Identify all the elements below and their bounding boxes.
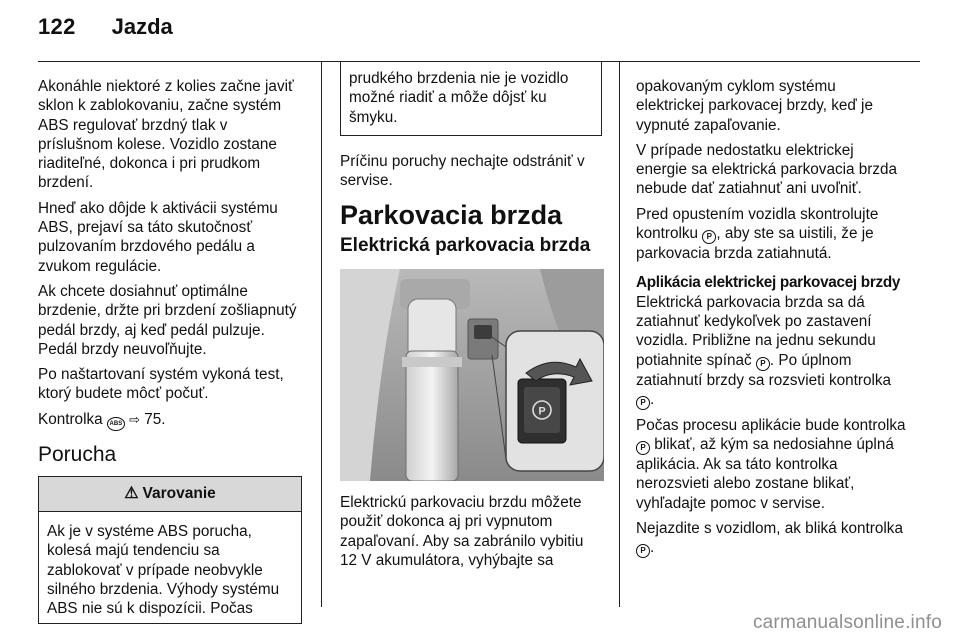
paragraph-text: Počas procesu aplikácie bude kontrolka [636, 416, 906, 434]
page-reference-arrow-icon: ⇨ [129, 411, 141, 427]
column-3 [636, 77, 906, 564]
parking-brake-switch-icon: P [756, 357, 770, 371]
paragraph [38, 410, 304, 431]
section-heading-parking-brake: Parkovacia brzda [340, 200, 563, 231]
paragraph-text: Pred opustením vozidla skontrolujte kontrolku [636, 205, 879, 243]
paragraph-text: Nejazdite s vozidlom, ak bliká kontrolka [636, 520, 903, 538]
warning-triangle-icon: ⚠ [124, 485, 139, 503]
warning-header [39, 477, 301, 512]
paragraph: Príčinu poruchy nechajte odstrániť v servise. [340, 152, 585, 190]
page-reference: 75. [144, 410, 166, 428]
paragraph-text: , aby ste sa uistili, že je parkovacia brzda zatiahnutá. [636, 225, 874, 263]
column-divider [321, 61, 322, 607]
paragraph: Po naštartovaní systém vykoná test, ktorý budete môcť počuť. [38, 366, 284, 403]
parking-brake-switch-icon: P [538, 405, 546, 418]
parking-brake-indicator-icon: P [636, 441, 650, 455]
chapter-title: Jazda [111, 14, 173, 39]
paragraph [636, 273, 906, 409]
subheading-electric-parking-brake: Elektrická parkovacia brzda [340, 234, 591, 256]
paragraph-text: . [650, 390, 655, 408]
paragraph-text: Elektrická parkovacia brzda sa dá zatiahnuť kedykoľvek po zastavení vozidla. Približne na jednu sekundu potiahnite spínač [636, 293, 876, 369]
warning-box [38, 476, 302, 623]
paragraph-text: . [650, 539, 655, 557]
parking-brake-indicator-icon: P [636, 396, 650, 410]
warning-box-continued: prudkého brzdenia nie je vozidlo možné riadiť a môže dôjsť ku šmyku. [340, 61, 602, 136]
paragraph [636, 205, 906, 264]
paragraph: Elektrickú parkovaciu brzdu môžete použiť dokonca aj pri vypnutom zapaľovaní. Aby sa zabránilo vybitiu 12 V akumulátora, vyhýbajte sa [340, 494, 584, 569]
abs-warning-icon: ABS [107, 417, 125, 431]
paragraph: Ak chcete dosiahnuť optimálne brzdenie, držte pri brzdení zošliapnutý pedál brzdy, aj keď pedál pulzuje. Pedál brzdy neuvoľňujte. [38, 282, 297, 358]
parking-brake-indicator-icon: P [636, 544, 650, 558]
warning-body: Ak je v systéme ABS porucha, kolesá majú tendenciu sa zablokovať v prípade neobvykle silného brzdenia. Výhody systému ABS nie sú k dispozícii. Počas [47, 523, 280, 618]
parking-brake-indicator-icon: P [702, 230, 716, 244]
column-1 [38, 77, 304, 624]
warning-title: Varovanie [142, 485, 216, 503]
paragraph [636, 519, 906, 558]
paragraph-text: Kontrolka [38, 410, 103, 428]
parking-brake-figure [340, 269, 604, 481]
paragraph: opakovaným cyklom systému elektrickej parkovacej brzdy, keď je vypnuté zapaľovanie. [636, 78, 873, 134]
paragraph: V prípade nedostatku elektrickej energie sa elektrická parkovacia brzda nebude dať zatiahnuť ani uvoľniť. [636, 141, 898, 198]
column-divider [619, 61, 620, 607]
paragraph: Akonáhle niektoré z kolies začne javiť sklon k zablokovaniu, začne systém ABS regulovať brzdný tlak v príslušnom kolese. Vozidlo zostane riaditeľné, dokonca i pri prudkom brzdení. [38, 78, 294, 192]
page-number: 122 [38, 14, 76, 39]
paragraph-text: . Po úplnom zatiahnutí brzdy sa rozsvieti kontrolka [636, 351, 892, 389]
column-2 [340, 61, 604, 576]
paragraph [636, 416, 906, 513]
section-heading-fault: Porucha [38, 442, 117, 466]
subheading-applying-brake: Aplikácia elektrickej parkovacej brzdy [636, 274, 901, 292]
paragraph-text: blikať, až kým sa nedosiahne úplná aplikácia. Ak sa táto kontrolka nerozsvieti alebo zostane blikať, vyhľadajte pomoc v servise. [636, 436, 894, 512]
page-header [38, 14, 173, 54]
paragraph: Hneď ako dôjde k aktivácii systému ABS, prejaví sa táto skutočnosť pulzovaním brzdového pedálu a zvukom regulácie. [38, 199, 278, 275]
watermark: carmanualsonline.info [752, 612, 942, 633]
parking-brake-illustration [340, 269, 604, 481]
